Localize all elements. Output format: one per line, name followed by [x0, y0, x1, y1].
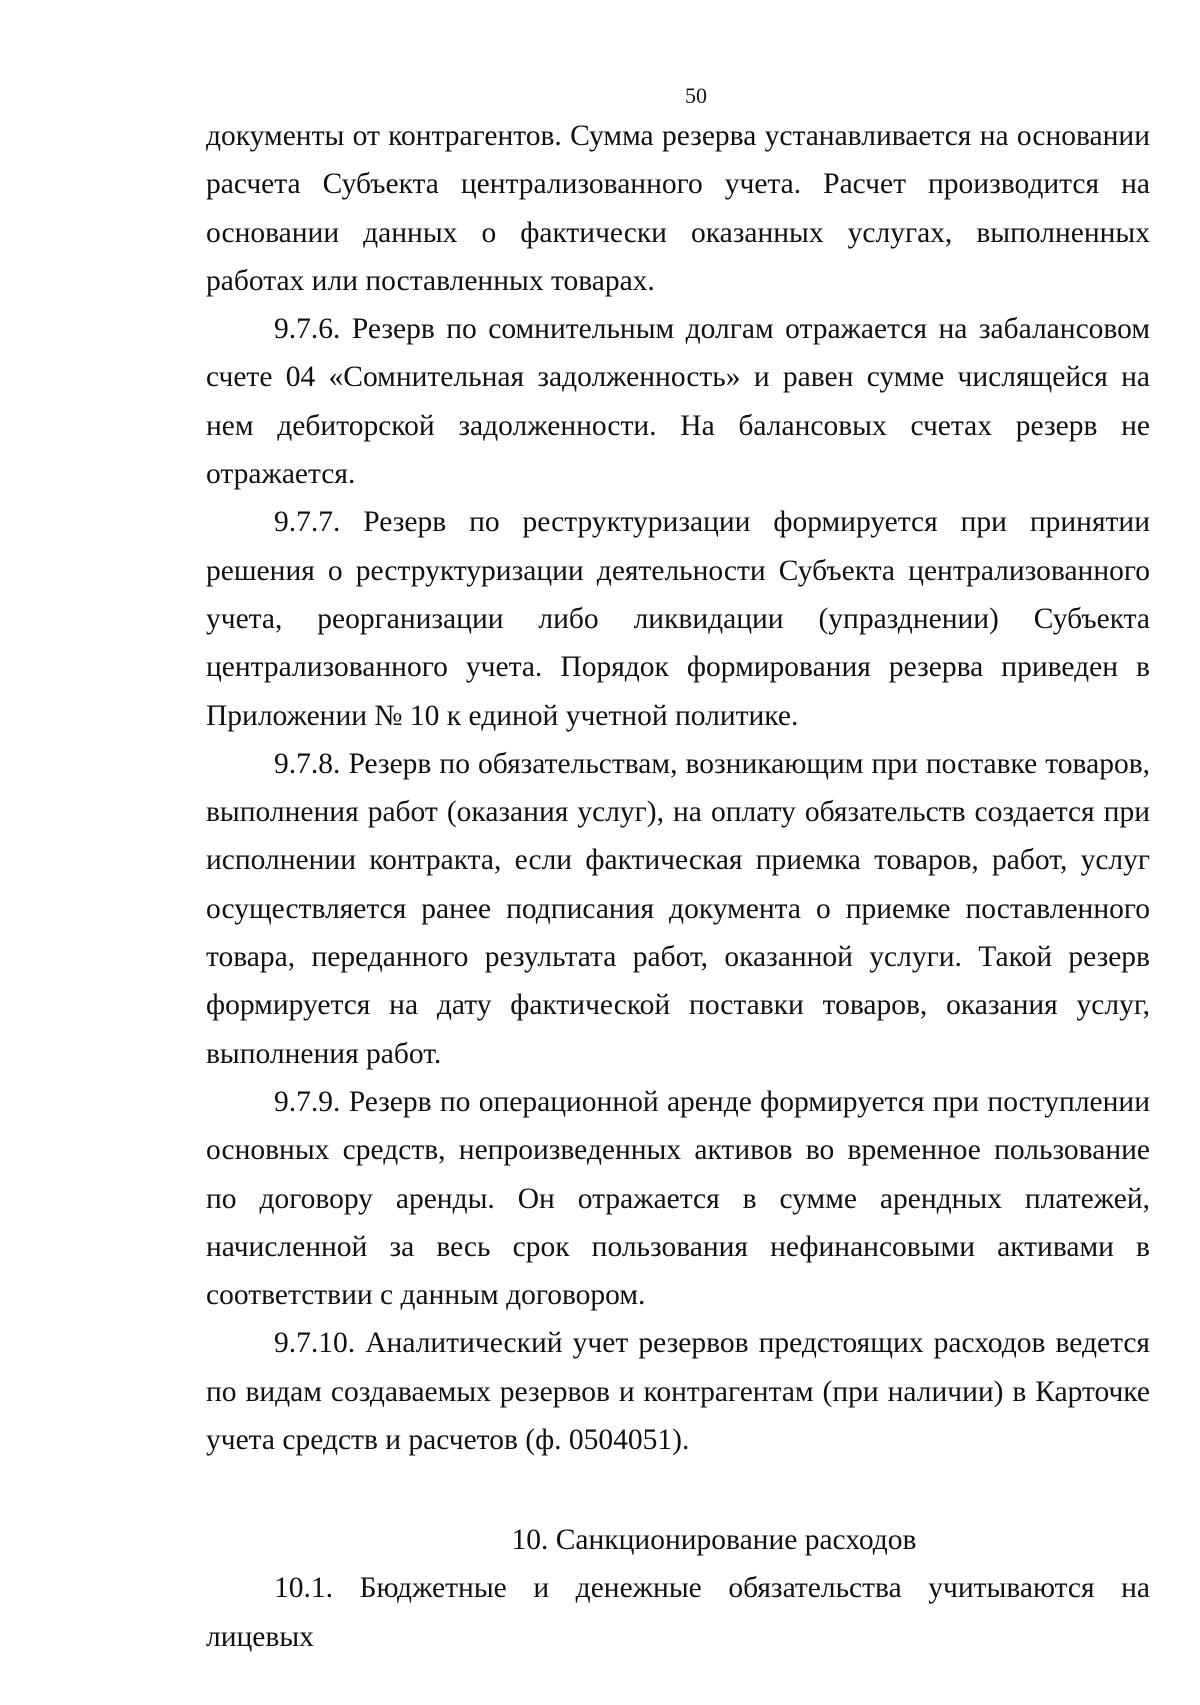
document-page [206, 82, 1150, 1661]
paragraph-9-7-6: 9.7.6. Резерв по сомнительным долгам отражается на забалансовом счете 04 «Сомнительная задолженность» и равен сумме числящейся на нем дебиторской задолженности. На балансовых счетах резерв не отражается. [206, 313, 1150, 491]
section-heading: 10. Санкционирование расходов [511, 1524, 917, 1557]
page-number: 50 [685, 83, 707, 108]
paragraph-9-7-8: 9.7.8. Резерв по обязательствам, возникающим при поставке товаров, выполнения работ (оказания услуг), на оплату обязательств создается при исполнении контракта, если фактическая приемка товаров, работ, услуг осуществляется ранее подписания документа о приемке поставленного товара, переданного результата работ, оказанной услуги. Такой резерв формируется на дату фактической поставки товаров, оказания услуг, выполнения работ. [206, 747, 1150, 1070]
paragraph-9-7-9: 9.7.9. Резерв по операционной аренде формируется при поступлении основных средств, непроизведенных активов во временное пользование по договору аренды. Он отражается в сумме арендных платежей, начисленной за весь срок пользования нефинансовыми активами в соответствии с данным договором. [206, 1085, 1150, 1312]
paragraph-10-1: 10.1. Бюджетные и денежные обязательства учитываются на лицевых [206, 1572, 1150, 1653]
paragraph-continuation: документы от контрагентов. Сумма резерва устанавливается на основании расчета Субъекта централизованного учета. Расчет производится на основании данных о фактически оказанных услугах, выполненных работах или поставленных товарах. [206, 120, 1150, 297]
paragraph-9-7-10: 9.7.10. Аналитический учет резервов предстоящих расходов ведется по видам создаваемых резервов и контрагентам (при наличии) в Карточке учета средств и расчетов (ф. 0504051). [206, 1327, 1150, 1457]
paragraph-9-7-7: 9.7.7. Резерв по реструктуризации формируется при принятии решения о реструктуризации деятельности Субъекта централизованного учета, реорганизации либо ликвидации (упразднении) Субъекта централизованного учета. Порядок формирования резерва приведен в Приложении № 10 к единой учетной политике. [206, 506, 1150, 732]
